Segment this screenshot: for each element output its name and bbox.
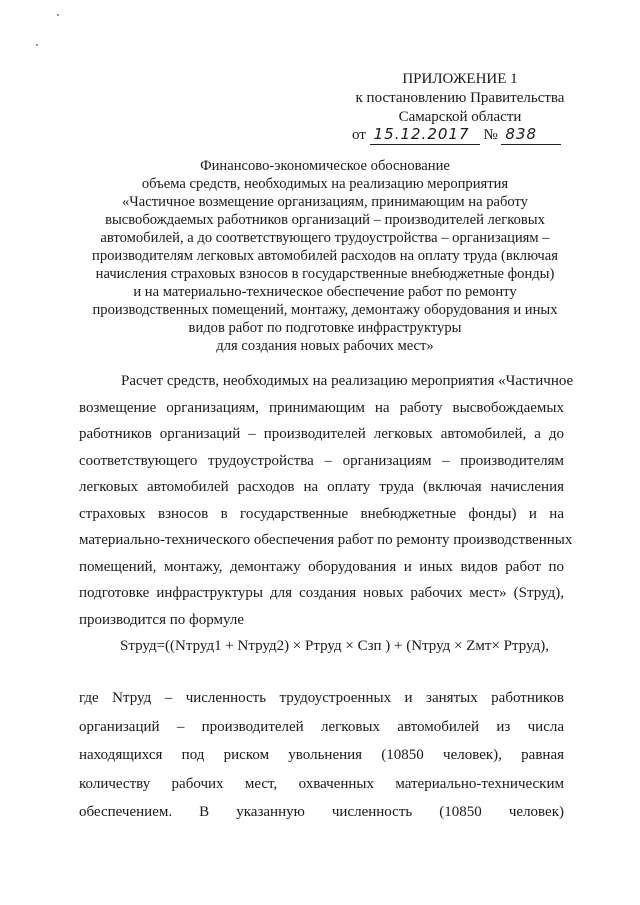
title-line: и на материально-техническое обеспечение работ по ремонту [133, 284, 517, 300]
appendix-block [330, 70, 590, 127]
body-line: работников организаций – производителей легковых автомобилей, а до [79, 426, 564, 442]
scan-speck [57, 14, 59, 16]
title-line: производственных помещений, монтажу, демонтажу оборудования и иных [92, 302, 558, 318]
body-line: возмещение организациям, принимающим на работу высвобождаемых [79, 399, 564, 416]
explanation-line: находящихся под риском увольнения (10850 человек), равная [79, 747, 564, 763]
title-line: «Частичное возмещение организациям, принимающим на работу [122, 194, 528, 210]
body-line: Расчет средств, необходимых на реализацию мероприятия «Частичное [121, 373, 574, 389]
body-paragraph [79, 368, 574, 633]
title-line: начисления страховых взносов в государственные внебюджетные фонды) [95, 266, 555, 282]
appendix-region-line: Самарской области [398, 109, 522, 125]
explanation-line: обеспечением. В указанную численность (10850 человек) [79, 804, 564, 820]
title-line: Финансово-экономическое обоснование [200, 158, 450, 174]
appendix-date-line [352, 125, 561, 145]
appendix-heading: ПРИЛОЖЕНИЕ 1 [402, 71, 518, 87]
explanation-line: количеству рабочих мест, охваченных материально-техническим [79, 775, 564, 792]
handwritten-date: 15.12.2017 [370, 125, 480, 145]
handwritten-number: 838 [501, 125, 561, 145]
body-line: соответствующего трудоустройства – организациям – производителям [79, 452, 564, 469]
title-line: высвобождаемых работников организаций – производителей легковых [105, 212, 545, 228]
scan-speck [36, 44, 38, 46]
body-line: подготовке инфраструктуры для создания новых рабочих мест» (Sтруд), [79, 585, 564, 601]
title-line: видов работ по подготовке инфраструктуры [188, 320, 462, 336]
appendix-resolution-line: к постановлению Правительства [355, 90, 565, 106]
number-prefix: № [483, 127, 498, 143]
body-line: производится по формуле [79, 611, 244, 628]
document-title [50, 157, 600, 355]
explanation-line: где Nтруд – численность трудоустроенных и занятых работников [79, 690, 564, 706]
body-line: страховых взносов в государственные внебюджетные фонды) и на [79, 505, 564, 522]
body-line: помещений, монтажу, демонтажу оборудования и иных видов работ по [79, 558, 564, 575]
title-line: производителям легковых автомобилей расходов на оплату труда (включая [92, 248, 558, 264]
calculation-formula: Sтруд=((Nтруд1 + Nтруд2) × Pтруд × Cзп ) + (Nтруд × Zмт× Pтруд), [120, 638, 549, 654]
explanation-line: организаций – производителей легковых автомобилей из числа [79, 718, 564, 735]
body-line: легковых автомобилей расходов на оплату труда (включая начисления [79, 479, 564, 495]
formula-explanation [79, 684, 564, 827]
title-line: автомобилей, а до соответствующего трудоустройства – организациям – [100, 230, 550, 246]
date-prefix: от [352, 127, 366, 143]
title-line: для создания новых рабочих мест» [216, 338, 434, 354]
body-line: материально-технического обеспечения работ по ремонту производственных [79, 532, 573, 548]
title-line: объема средств, необходимых на реализацию мероприятия [141, 176, 509, 192]
